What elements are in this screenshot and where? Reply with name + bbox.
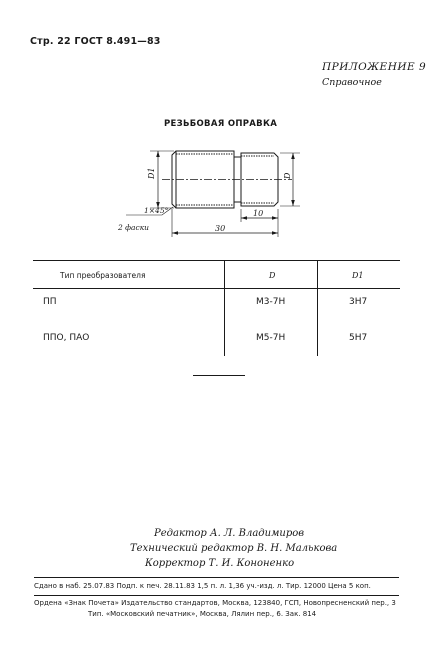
table-header-rule: [33, 288, 400, 289]
imprint-rule-top: [34, 577, 399, 578]
imprint-line-2: Ордена «Знак Почета» Издательство стандартов, Москва, 123840, ГСП, Новопресненский пер., 3: [34, 599, 396, 607]
threaded-mandrel-drawing: [110, 135, 350, 240]
label-dim-30: 30: [215, 224, 226, 233]
page-header: Стр. 22 ГОСТ 8.491—83: [30, 36, 161, 47]
table-header-d1: D1: [352, 271, 364, 280]
credit-tech-editor: Технический редактор В. Н. Малькова: [130, 543, 338, 554]
section-title: РЕЗЬБОВАЯ ОПРАВКА: [164, 119, 278, 129]
table-cell: М5-7Н: [256, 333, 286, 343]
table-top-rule: [33, 260, 400, 261]
imprint-rule-bottom: [34, 595, 399, 596]
label-dim-10: 10: [253, 209, 264, 218]
table-cell: ПП: [43, 297, 57, 307]
table-cell: ППО, ПАО: [43, 333, 90, 343]
table-cell: М3-7Н: [256, 297, 286, 307]
appendix-title: ПРИЛОЖЕНИЕ 9: [322, 61, 427, 73]
imprint-line-3: Тип. «Московский печатник», Москва, Лялин пер., 6. Зак. 814: [88, 610, 317, 618]
label-d: D: [283, 172, 292, 179]
table-header-d: D: [269, 271, 276, 280]
label-d1: D1: [147, 167, 156, 179]
label-chamfer: 1×45°: [144, 206, 169, 215]
table-cell: 5Н7: [349, 333, 368, 343]
table-cell: 3Н7: [349, 297, 368, 307]
credit-proofreader: Корректор Т. И. Кононенко: [145, 558, 295, 569]
table-column-divider: [317, 261, 318, 356]
credit-editor: Редактор А. Л. Владимиров: [154, 528, 305, 539]
appendix-subtitle: Справочное: [322, 77, 382, 88]
label-chamfers: 2 фаски: [118, 223, 150, 232]
table-header-type: Тип преобразователя: [60, 271, 146, 280]
section-divider: [193, 375, 245, 376]
table-column-divider: [224, 261, 225, 356]
imprint-line-1: Сдано в наб. 25.07.83 Подп. к печ. 28.11.83 1,5 п. л. 1,36 уч.-изд. л. Тир. 12000 Цена 5 коп.: [34, 582, 371, 590]
